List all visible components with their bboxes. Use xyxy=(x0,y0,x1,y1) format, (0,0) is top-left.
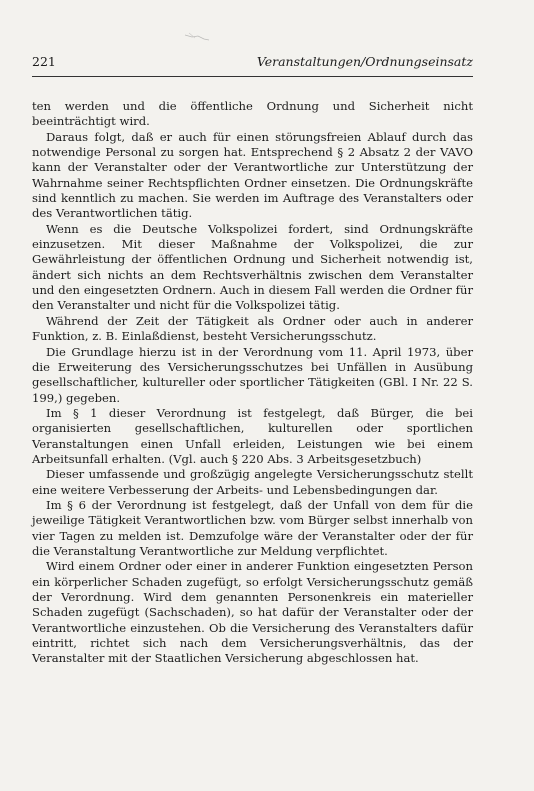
paragraph: Während der Zeit der Tätigkeit als Ordner oder auch in anderer Funktion, z. B. Einlaßdienst, besteht Versicherungsschutz. xyxy=(32,313,473,344)
paragraph: Die Grundlage hierzu ist in der Verordnung vom 11. April 1973, über die Erweiterung des Versicherungsschutzes bei Unfällen in Ausübung gesellschaftlicher, kultureller oder sportlicher Tätigkeiten (GBl. I Nr. 22 S. 199,) gegeben. xyxy=(32,344,473,405)
body-text xyxy=(32,99,473,667)
paragraph: Daraus folgt, daß er auch für einen störungsfreien Ablauf durch das notwendige Personal zu sorgen hat. Entsprechend § 2 Absatz 2 der VAVO kann der Veranstalter oder der Verantwortliche zur Unterstützung der Wahrnahme seiner Rechtspflichten Ordner einsetzen. Die Ordnungskräfte sind kenntlich zu machen. Sie werden im Auftrage des Veranstalters oder des Verantwortlichen tätig. xyxy=(32,129,473,221)
running-header xyxy=(32,54,473,72)
paragraph: ten werden und die öffentliche Ordnung und Sicherheit nicht beeinträchtigt wird. xyxy=(32,99,473,129)
page-number: 221 xyxy=(32,54,56,69)
header-rule xyxy=(32,76,473,77)
paragraph: Dieser umfassende und großzügig angelegte Versicherungsschutz stellt eine weitere Verbesserung der Arbeits- und Lebensbedingungen dar. xyxy=(32,467,473,497)
scan-smudge-mark xyxy=(184,32,210,42)
paragraph: Im § 1 dieser Verordnung ist festgelegt, daß Bürger, die bei organisierten gesellschaftlichen, kulturellen oder sportlichen Veranstaltungen einen Unfall erleiden, Leistungen wie bei einem Arbeitsunfall erhalten. (Vgl. auch § 220 Abs. 3 Arbeitsgesetzbuch) xyxy=(32,405,473,466)
paragraph: Wenn es die Deutsche Volkspolizei fordert, sind Ordnungskräfte einzusetzen. Mit dieser Maßnahme der Volkspolizei, die zur Gewährleistung der öffentlichen Ordnung und Sicherheit notwendig ist, ändert sich nichts an dem Rechtsverhältnis zwischen dem Veranstalter und den eingesetzten Ordnern. Auch in diesem Fall werden die Ordner für den Veranstalter und nicht für die Volkspolizei tätig. xyxy=(32,221,473,313)
paragraph: Im § 6 der Verordnung ist festgelegt, daß der Unfall von dem für die jeweilige Tätigkeit Verantwortlichen bzw. vom Bürger selbst innerhalb von vier Tagen zu melden ist. Demzufolge wäre der Veranstalter oder der für die Veranstaltung Verantwortliche zur Meldung verpflichtet. xyxy=(32,497,473,558)
paragraph: Wird einem Ordner oder einer in anderer Funktion eingesetzten Person ein körperlicher Schaden zugefügt, so erfolgt Versicherungsschutz gemäß der Verordnung. Wird dem genannten Personenkreis ein materieller Schaden zugefügt (Sachschaden), so hat dafür der Veranstalter oder der Verantwortliche einzustehen. Ob die Versicherung des Veranstalters dafür eintritt, richtet sich nach dem Versicherungsverhältnis, das der Veranstalter mit der Staatlichen Versicherung abgeschlossen hat. xyxy=(32,559,473,666)
running-title: Veranstaltungen/Ordnungseinsatz xyxy=(256,54,473,69)
